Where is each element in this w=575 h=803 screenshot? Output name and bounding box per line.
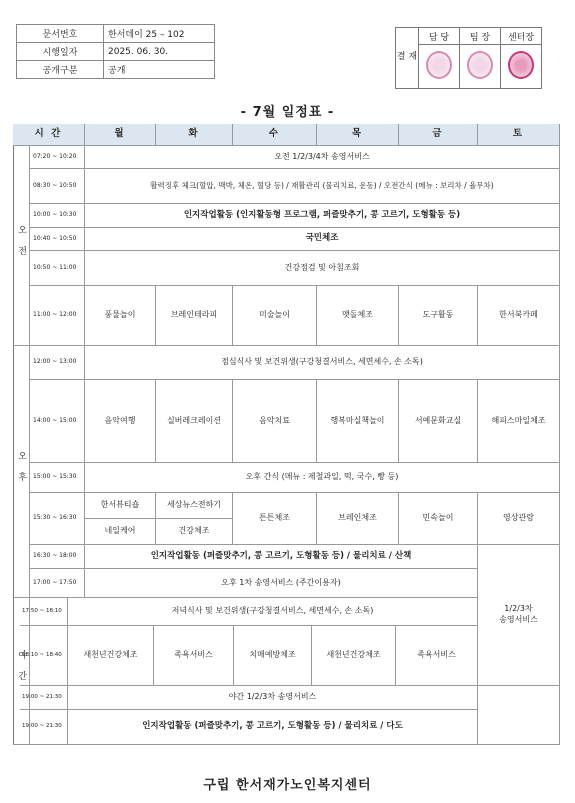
- signature-cell: [501, 45, 542, 89]
- activity-cell: 건강체조: [156, 519, 233, 545]
- section-pm: 오후: [13, 346, 30, 598]
- activity-cell: 세상뉴스전하기: [156, 493, 233, 519]
- approval-role: 팀 장: [460, 28, 501, 45]
- saturday-transport-cell: 1/2/3차 송영서비스: [478, 545, 560, 686]
- approval-box: [395, 27, 542, 89]
- footer-org-name: 구립 한서재가노인복지센터: [203, 778, 372, 793]
- doc-info-label: 문서번호: [17, 25, 104, 43]
- activity-cell: 음악여행: [85, 380, 156, 463]
- stamp-icon: [508, 51, 534, 79]
- time-cell: 16:30 ~ 18:00: [30, 545, 85, 569]
- activity-cell: 오후 1차 송영서비스 (주간이용자): [85, 569, 478, 598]
- time-cell: 08:30 ~ 10:50: [30, 169, 85, 204]
- time-cell: 12:00 ~ 13:00: [30, 346, 85, 380]
- doc-info-value: 공개: [104, 61, 215, 79]
- activity-cell: 치매예방체조: [234, 626, 312, 686]
- time-cell: 10:00 ~ 10:30: [30, 204, 85, 228]
- header-day: 수: [233, 124, 317, 146]
- signature-cell: [419, 45, 460, 89]
- time-cell: 17:00 ~ 17:50: [30, 569, 85, 598]
- time-cell: 11:00 ~ 12:00: [30, 286, 85, 346]
- activity-cell: 저녁식사 및 보건위생(구강청결서비스, 세면세수, 손 소독): [68, 598, 478, 626]
- approval-label: 결 재: [396, 28, 419, 89]
- header-time: 시 간: [13, 124, 85, 146]
- section-night: 야간: [13, 598, 30, 745]
- header-day: 토: [478, 124, 560, 146]
- activity-cell: 야간 1/2/3차 송영서비스: [68, 686, 478, 710]
- time-cell: 10:50 ~ 11:00: [30, 251, 85, 286]
- activity-cell: 건강점검 및 아침조회: [85, 251, 560, 286]
- time-cell: 07:20 ~ 10:20: [30, 146, 85, 169]
- stamp-icon: [467, 51, 493, 79]
- activity-cell: 새천년건강체조: [312, 626, 396, 686]
- activity-cell: 한서뷰티숍: [85, 493, 156, 519]
- section-am: 오전: [13, 146, 30, 346]
- activity-cell: 한서북카페: [478, 286, 560, 346]
- activity-cell: 네일케어: [85, 519, 156, 545]
- header-day: 목: [317, 124, 399, 146]
- activity-cell: 오전 1/2/3/4차 송영서비스: [85, 146, 560, 169]
- activity-cell: 브레인테라피: [156, 286, 233, 346]
- activity-cell: 영상관람: [478, 493, 560, 545]
- activity-cell: 풍물놀이: [85, 286, 156, 346]
- doc-info-label: 시행일자: [17, 43, 104, 61]
- activity-cell: 미술놀이: [233, 286, 317, 346]
- approval-role: 담 당: [419, 28, 460, 45]
- signature-cell: [460, 45, 501, 89]
- activity-cell: 새천년건강체조: [68, 626, 154, 686]
- time-cell: 19:00 ~ 21:30: [20, 710, 68, 745]
- activity-cell: 국민체조: [85, 228, 560, 251]
- activity-cell: 음악치료: [233, 380, 317, 463]
- time-cell: 10:40 ~ 10:50: [30, 228, 85, 251]
- activity-cell: 튼튼체조: [233, 493, 317, 545]
- activity-cell: 인지작업활동 (인지활동형 프로그램, 퍼즐맞추기, 콩 고르기, 도형활동 등): [85, 204, 560, 228]
- activity-cell: 해피스마일체조: [478, 380, 560, 463]
- activity-cell: 행복마실책놀이: [317, 380, 399, 463]
- activity-cell: 민속놀이: [399, 493, 478, 545]
- activity-cell: 브레인체조: [317, 493, 399, 545]
- time-cell: 15:00 ~ 15:30: [30, 463, 85, 493]
- activity-cell: 인지작업활동 (퍼즐맞추기, 콩 고르기, 도형활동 등) / 물리치료 / 산책: [85, 545, 478, 569]
- time-cell: 15:30 ~ 16:30: [30, 493, 85, 545]
- activity-cell: 족욕서비스: [396, 626, 478, 686]
- header-day: 월: [85, 124, 156, 146]
- doc-info-table: [16, 24, 215, 79]
- time-cell: 14:00 ~ 15:00: [30, 380, 85, 463]
- activity-cell: 인지작업활동 (퍼즐맞추기, 콩 고르기, 도형활동 등) / 물리치료 / 다도: [68, 710, 478, 745]
- time-cell: 18:10 ~ 18:40: [20, 626, 68, 686]
- page-title: - 7월 일정표 -: [240, 105, 335, 120]
- activity-cell: 서예문화교실: [399, 380, 478, 463]
- activity-cell: 점심식사 및 보건위생(구강청결서비스, 세면세수, 손 소독): [85, 346, 560, 380]
- doc-info-value: 2025. 06. 30.: [104, 43, 215, 61]
- header-day: 금: [399, 124, 478, 146]
- approval-role: 센터장: [501, 28, 542, 45]
- time-cell: 17:50 ~ 18:10: [20, 598, 68, 626]
- stamp-icon: [426, 51, 452, 79]
- activity-cell: 오후 간식 (메뉴 : 제철과일, 떡, 국수, 빵 등): [85, 463, 560, 493]
- activity-cell: 도구활동: [399, 286, 478, 346]
- activity-cell: 활력징후 체크(혈압, 맥박, 체온, 혈당 등) / 재활관리 (물리치료, 운동) / 오전간식 (메뉴 : 보리차 / 율무차): [85, 169, 560, 204]
- time-cell: 19:00 ~ 21:30: [20, 686, 68, 710]
- doc-info-label: 공개구분: [17, 61, 104, 79]
- activity-cell: 실버레크레이션: [156, 380, 233, 463]
- header-day: 화: [156, 124, 233, 146]
- activity-cell: 족욕서비스: [154, 626, 234, 686]
- activity-cell: 맷돌체조: [317, 286, 399, 346]
- empty-cell: [478, 686, 560, 745]
- doc-info-value: 한서데이 25 – 102: [104, 25, 215, 43]
